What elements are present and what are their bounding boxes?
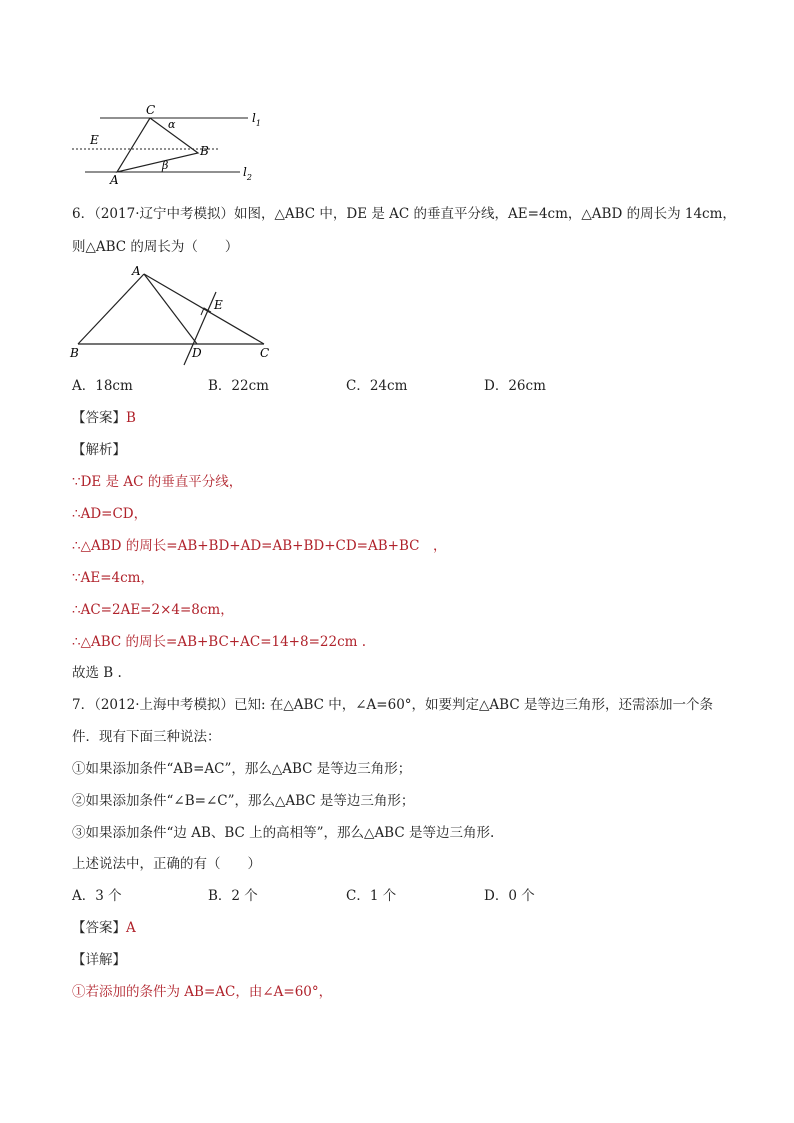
label-b: B (70, 346, 79, 360)
q7-answer (72, 918, 136, 938)
label-a: A (132, 264, 141, 278)
label-e: E (214, 298, 223, 312)
q7-stem-line1: 7．（2012·上海中考模拟）已知: 在△ABC 中，∠A=60°，如要判定△ABC 是等边三角形，还需添加一个条 (72, 697, 713, 713)
label-l1: $l_1$ (252, 111, 261, 128)
label-beta: β (162, 159, 169, 172)
q7-statement-1: ①如果添加条件“AB=AC”，那么△ABC 是等边三角形； (72, 761, 412, 777)
label-alpha: α (168, 118, 176, 131)
q7-detail-tag: 【详解】 (72, 952, 126, 968)
side-ab (78, 274, 144, 344)
q6-step-1: ∵DE 是 AC 的垂直平分线， (72, 474, 243, 490)
q6-option-d: D．26cm (484, 378, 546, 394)
triangle-abc-figure (64, 262, 284, 370)
q6-option-b: B．22cm (208, 378, 269, 394)
q6-conclusion: 故选 B . (72, 665, 122, 681)
triangle-cab (117, 118, 198, 172)
q7-stem-line2: 件．现有下面三种说法： (72, 729, 221, 745)
q6-step-3: ∴△ABD 的周长=AB+BD+AD=AB+BD+CD=AB+BC ， (72, 538, 447, 554)
answer-tag: 【答案】 (72, 920, 126, 936)
q6-answer (72, 408, 136, 428)
q7-statement-3: ③如果添加条件“边 AB、BC 上的高相等”，那么△ABC 是等边三角形. (72, 825, 495, 841)
q7-option-d: D．0 个 (484, 888, 535, 904)
parallel-lines-figure (60, 95, 280, 195)
q6-stem-line2: 则△ABC 的周长为（ ） (72, 239, 239, 255)
label-c: C (146, 103, 156, 117)
answer-value: A (126, 920, 136, 936)
q7-option-c: C．1 个 (346, 888, 397, 904)
q6-analysis-tag: 【解析】 (72, 442, 126, 458)
q7-statement-2: ②如果添加条件“∠B=∠C”，那么△ABC 是等边三角形； (72, 793, 415, 809)
q7-question: 上述说法中，正确的有（ ） (72, 856, 261, 872)
label-b: B (200, 144, 209, 158)
q6-step-6: ∴△ABC 的周长=AB+BC+AC=14+8=22cm . (72, 634, 367, 650)
q6-step-5: ∴AC=2AE=2×4=8cm， (72, 602, 234, 618)
q6-option-c: C．24cm (346, 378, 408, 394)
q6-step-4: ∵AE=4cm， (72, 570, 154, 586)
q7-option-a: A．3 个 (72, 888, 122, 904)
label-l2: $l_2$ (243, 165, 252, 182)
label-d: D (192, 346, 202, 360)
answer-tag: 【答案】 (72, 410, 126, 426)
q6-step-2: ∴AD=CD， (72, 506, 148, 522)
q7-detail-line: ①若添加的条件为 AB=AC，由∠A=60°， (72, 984, 333, 1000)
q6-option-a: A．18cm (72, 378, 133, 394)
label-c: C (260, 346, 270, 360)
label-e: E (90, 133, 99, 147)
label-a: A (110, 173, 119, 187)
segment-ad (144, 274, 197, 344)
q6-stem-line1: 6．（2017·辽宁中考模拟）如图，△ABC 中，DE 是 AC 的垂直平分线，AE=4cm，△ABD 的周长为 14cm， (72, 206, 736, 222)
answer-value: B (126, 410, 136, 426)
q7-option-b: B．2 个 (208, 888, 258, 904)
